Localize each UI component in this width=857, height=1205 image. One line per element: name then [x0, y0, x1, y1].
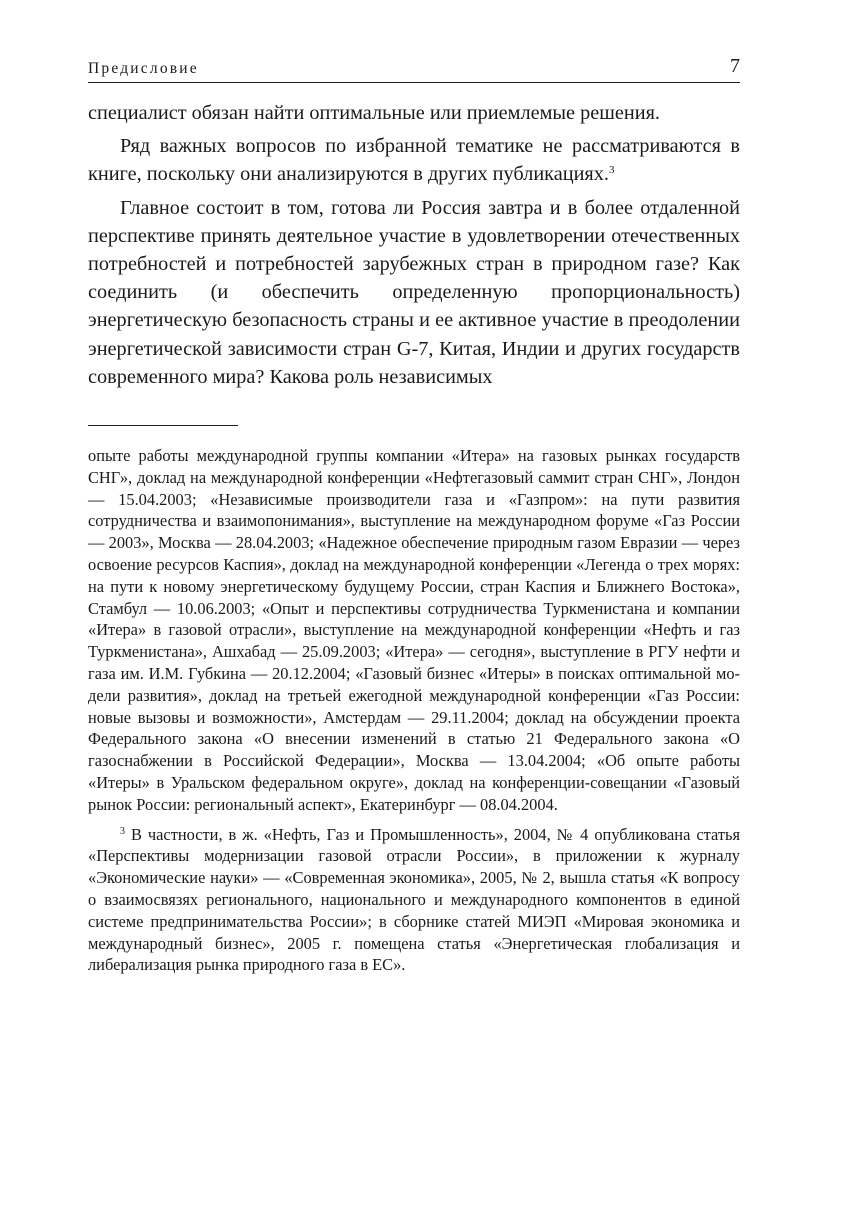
paragraph: [88, 194, 740, 391]
footnote-ref: 3: [608, 164, 615, 177]
footnote-text: опыте работы международной группы компании «Итера» на газовых рынках государств СНГ», доклад на международной конференции «Нефтегазовый саммит стран СНГ», Лондон — 15.04.2003; «Независимые производители газа и «Газпром»: на пути развития сотрудничества и взаимопонимания», выступление на международном форуме «Газ России — 2003», Москва — 28.04.2003; «Надежное обеспечение природным газом Евразии — через освоение ресурсов Каспия», доклад на международной конференции «Легенда о трех морях: на пути к новому энергетическому будущему России, стран Каспия и Ближнего Востока», Стамбул — 10.06.2003; «Опыт и перспективы сотрудничества Туркменистана и компании «Итера» в газовой отрасли», выступление на международной конференции «Нефть и газ Туркменистана», Ашхабад — 25.09.2003; «Итера» — сегодня», выступление в РГУ нефти и газа им. И.М. Губкина — 20.12.2004; «Газовый бизнес «Итеры» в поисках оптимальной модели развития», доклад на третьей ежегодной международной конференции «Газ России: новые вызовы и возможности», Амстердам — 29.11.2004; доклад на обсуждении проекта Федерального закона «О внесении изменений в статью 21 Федерального закона «О газоснабжении в Российской Федерации», Москва — 13.04.2004; «Об опыте работы «Итеры» в Уральском федеральном округе», доклад на конференции-совещании «Газовый рынок России: региональный аспект», Екатеринбург — 08.04.2004.: [88, 446, 740, 814]
paragraph: [88, 132, 740, 188]
footnote-text: В частности, в ж. «Нефть, Газ и Промышленность», 2004, № 4 опубликована статья «Перспективы модернизации газовой отрасли России», в приложении к журналу «Экономические науки» — «Современная экономика», 2005, № 2, вышла статья «К вопросу о взаимосвязях регионального, национального и международного компонентов в единой системе предпринимательства России»; в сборнике статей МИЭП «Мировая экономика и международный бизнес», 2005 г. помещена статья «Энергетическая глобализация и либерализация рынка природного газа в ЕС».: [88, 824, 740, 975]
footnote-3: [88, 824, 740, 977]
footnote-separator: [88, 425, 238, 426]
paragraph-text: специалист обязан найти оптимальные или приемлемые решения.: [88, 102, 660, 124]
footnote-continued: [88, 445, 740, 816]
running-title: Предисловие: [88, 60, 199, 77]
footnote-marker: 3: [120, 825, 125, 837]
running-header: [88, 52, 740, 83]
paragraph-text: Главное состоит в том, готова ли Россия завтра и в более отдаленной перспективе принять деятельное участие в удовлетворении отечественных потребностей и потребностей зарубежных стран в природном газе? Как соединить (и обеспечить определенную пропорциональность) энергетическую безопасность страны и ее активное участие в преодолении энергетической зависимости стран G-7, Китая, Индии и других государств современного мира? Какова роль независимых: [88, 196, 740, 388]
paragraph-text: Ряд важных вопросов по избранной тематике не рассматриваются в книге, поскольку они анализируются в других публикациях.: [88, 135, 740, 186]
book-page: [88, 52, 740, 976]
main-text: [88, 99, 740, 391]
footnotes: [88, 445, 740, 976]
paragraph-continued: [88, 99, 740, 127]
page-number: 7: [730, 55, 740, 77]
